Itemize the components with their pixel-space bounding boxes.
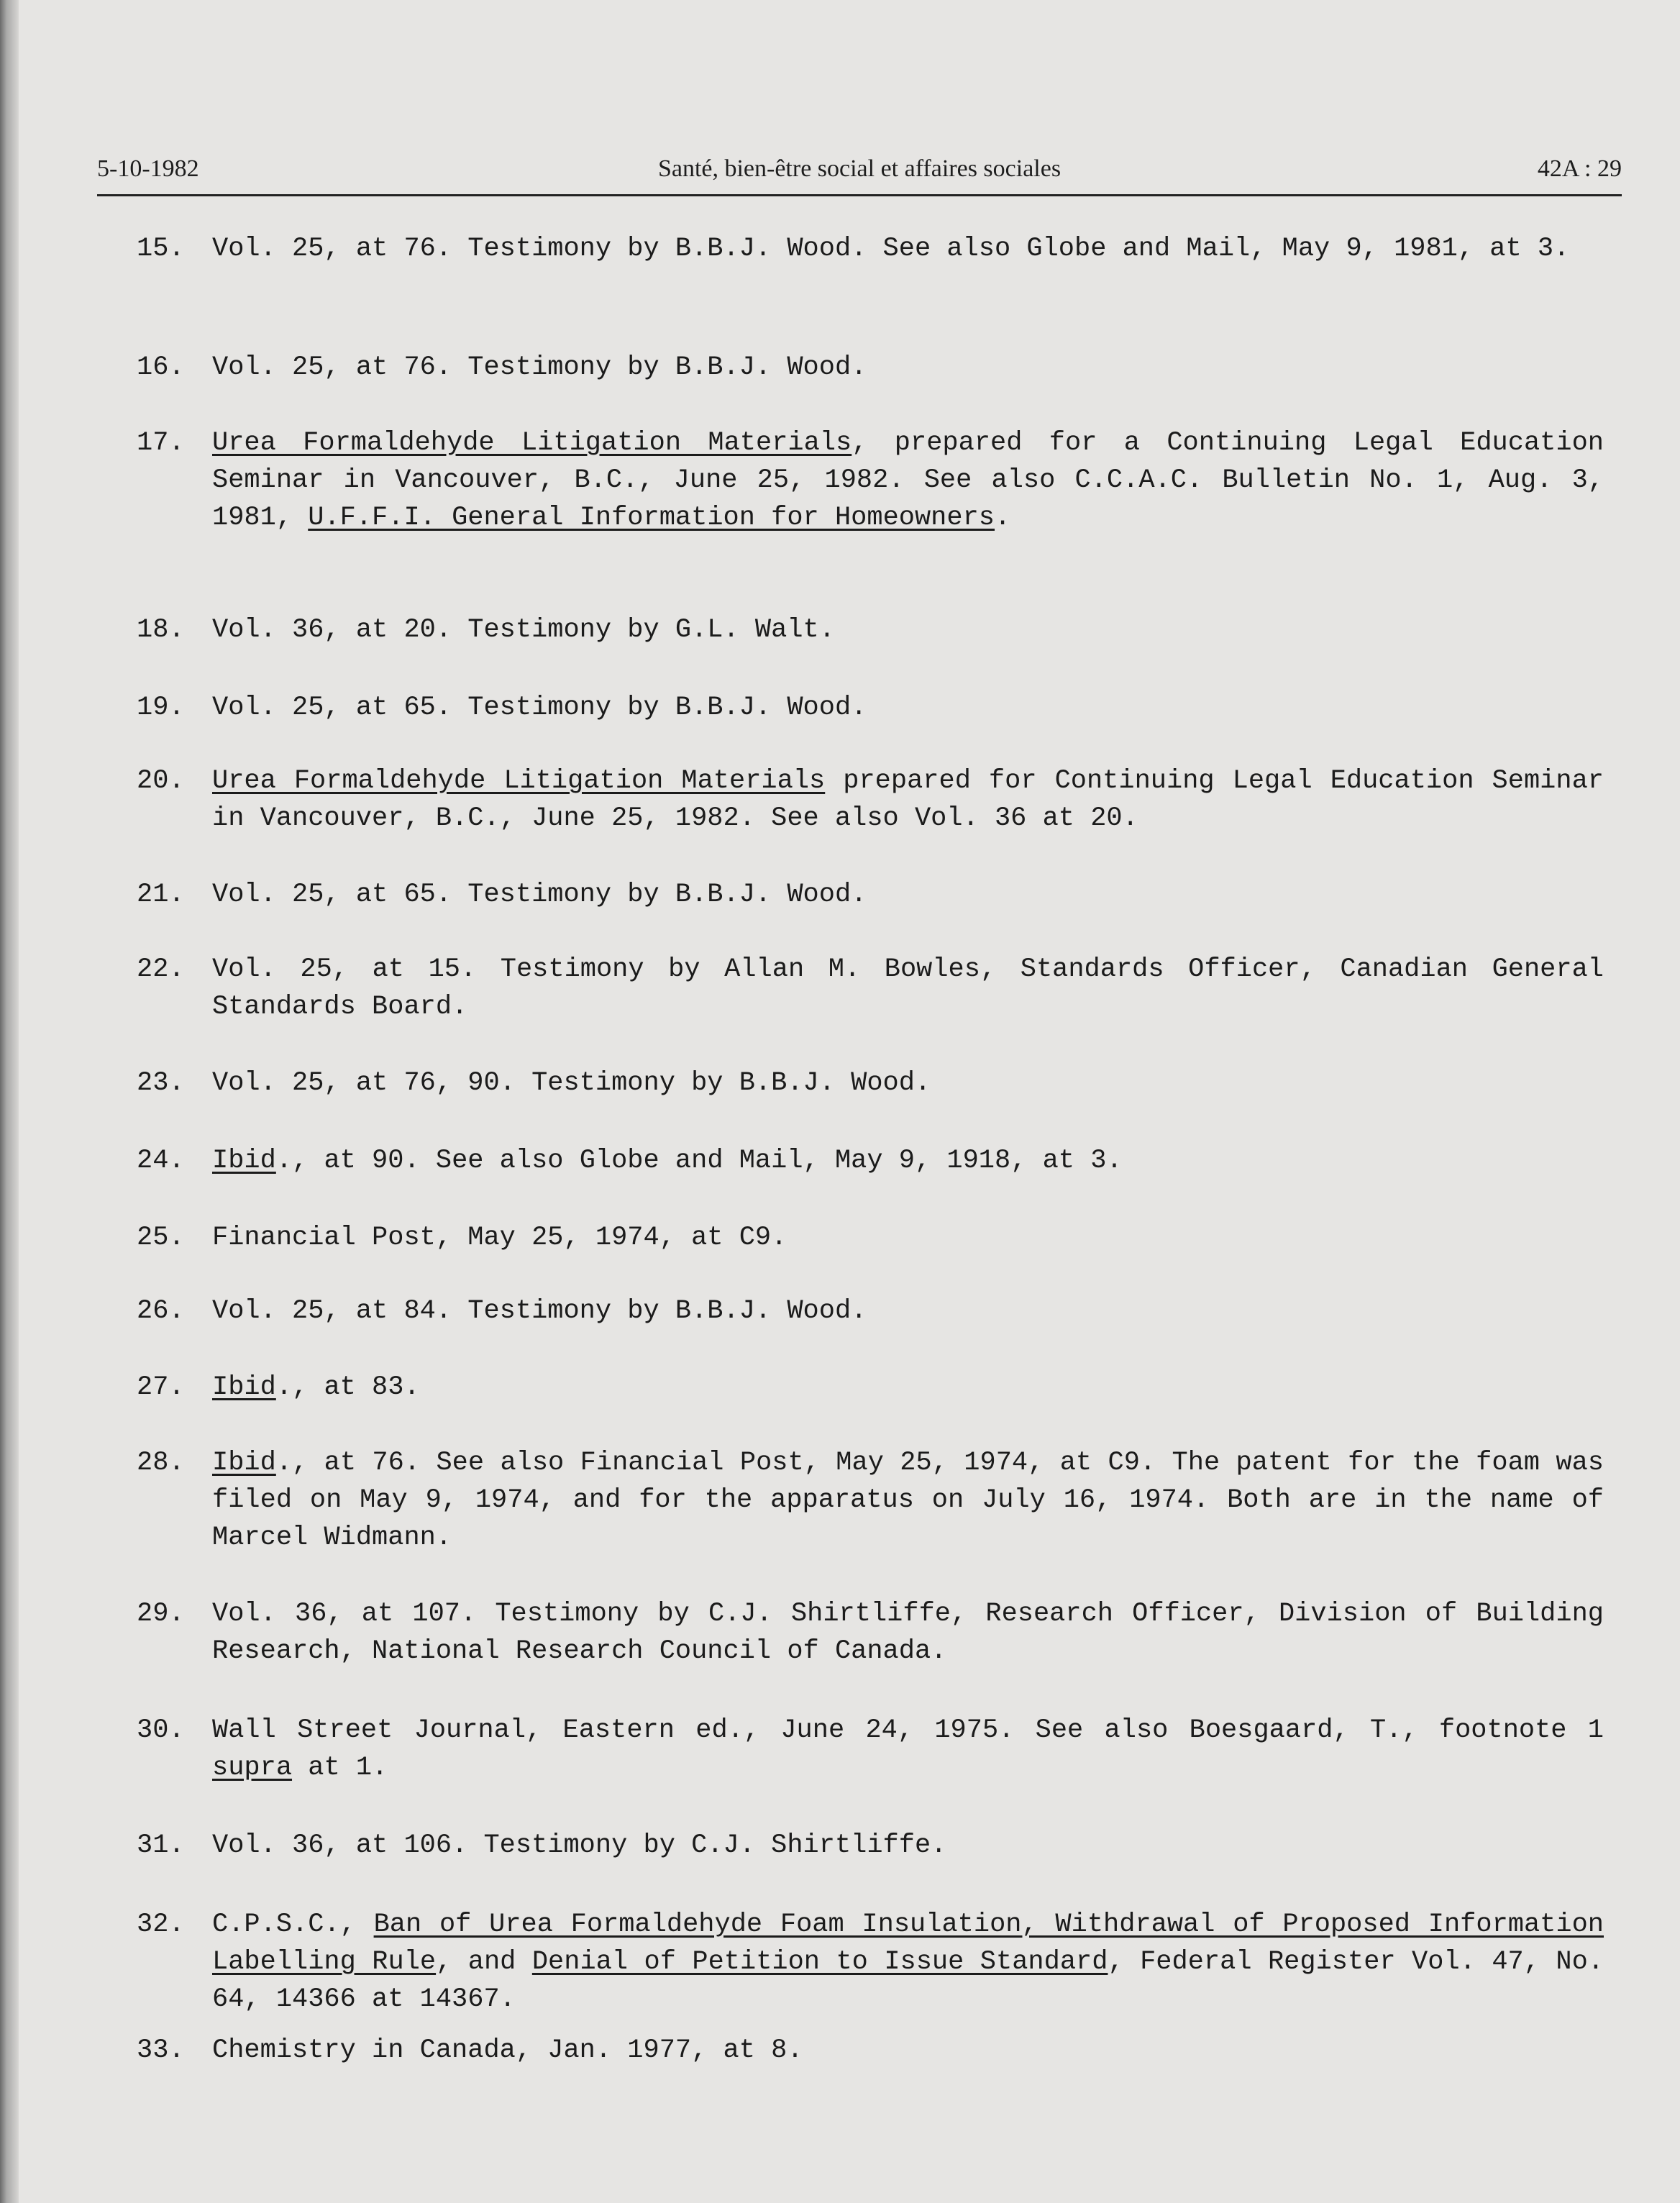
footnote-text: Urea Formaldehyde Litigation Materials, prepared for a Continuing Legal Education Seminar in Vancouver, B.C., June 25, 1982. See also C.C.A.C. Bulletin No. 1, Aug. 3, 1981, U.F.F.I. General Information for Homeowners. bbox=[212, 428, 1604, 533]
footnote-text: Financial Post, May 25, 1974, at C9. bbox=[212, 1223, 788, 1253]
footnote-31 bbox=[137, 1827, 1604, 1864]
footnote-text: C.P.S.C., Ban of Urea Formaldehyde Foam Insulation, Withdrawal of Proposed Information Labelling Rule, and Denial of Petition to Issue Standard, Federal Register Vol. 47, No. 64, 14366 at 14367. bbox=[212, 1910, 1604, 2015]
header-date: 5-10-1982 bbox=[97, 155, 199, 182]
footnote-number: 22. bbox=[137, 954, 185, 985]
header-page-number: 42A : 29 bbox=[1537, 155, 1622, 182]
publication-title: Urea Formaldehyde Litigation Materials bbox=[212, 766, 826, 796]
ibid-reference: Ibid bbox=[212, 1146, 276, 1176]
footnote-23 bbox=[137, 1064, 1604, 1102]
supra-reference: supra bbox=[212, 1753, 293, 1783]
footnote-text: Ibid., at 83. bbox=[212, 1372, 420, 1402]
footnote-text: Urea Formaldehyde Litigation Materials prepared for Continuing Legal Education Seminar in Vancouver, B.C., June 25, 1982. See also Vol. 36 at 20. bbox=[212, 766, 1604, 834]
footnote-number: 20. bbox=[137, 766, 185, 796]
footnote-26 bbox=[137, 1292, 1604, 1330]
footnote-number: 28. bbox=[137, 1448, 185, 1478]
footnote-text: Vol. 25, at 15. Testimony by Allan M. Bowles, Standards Officer, Canadian General Standards Board. bbox=[212, 954, 1604, 1022]
footnote-number: 25. bbox=[137, 1223, 185, 1253]
footnote-18 bbox=[137, 611, 1604, 649]
footnote-number: 21. bbox=[137, 880, 185, 910]
header-title: Santé, bien-être social et affaires sociales bbox=[657, 155, 1062, 182]
footnote-number: 31. bbox=[137, 1830, 185, 1861]
footnote-text: Ibid., at 90. See also Globe and Mail, May 9, 1918, at 3. bbox=[212, 1146, 1123, 1176]
footnote-28 bbox=[137, 1444, 1604, 1556]
footnote-32 bbox=[137, 1906, 1604, 2018]
footnote-16 bbox=[137, 349, 1604, 386]
footnote-text: Ibid., at 76. See also Financial Post, May 25, 1974, at C9. The patent for the foam was filed on May 9, 1974, and for the apparatus on July 16, 1974. Both are in the name of Marcel Widmann. bbox=[212, 1448, 1604, 1553]
footnote-29 bbox=[137, 1595, 1604, 1670]
footnote-number: 23. bbox=[137, 1068, 185, 1098]
footnote-25 bbox=[137, 1219, 1604, 1256]
footnote-number: 32. bbox=[137, 1910, 185, 1940]
footnote-text: Vol. 36, at 107. Testimony by C.J. Shirtliffe, Research Officer, Division of Building Research, National Research Council of Canada. bbox=[212, 1599, 1604, 1666]
footnote-27 bbox=[137, 1369, 1604, 1406]
footnote-text: Vol. 36, at 106. Testimony by C.J. Shirtliffe. bbox=[212, 1830, 947, 1861]
footnote-text: Vol. 25, at 65. Testimony by B.B.J. Wood. bbox=[212, 693, 867, 723]
footnote-number: 30. bbox=[137, 1715, 185, 1746]
footnote-text: Vol. 25, at 65. Testimony by B.B.J. Wood. bbox=[212, 880, 867, 910]
ibid-reference: Ibid bbox=[212, 1448, 276, 1478]
publication-title: Urea Formaldehyde Litigation Materials bbox=[212, 428, 852, 458]
page-header bbox=[97, 144, 1622, 187]
footnote-30 bbox=[137, 1712, 1604, 1787]
footnote-33 bbox=[137, 2032, 1604, 2069]
footnote-text: Vol. 36, at 20. Testimony by G.L. Walt. bbox=[212, 615, 835, 645]
publication-title: Ban of Urea Formaldehyde Foam Insulation, Withdrawal of Proposed Information Labelling Rule bbox=[212, 1910, 1604, 1977]
footnote-number: 19. bbox=[137, 693, 185, 723]
footnote-number: 26. bbox=[137, 1296, 185, 1326]
footnote-17 bbox=[137, 424, 1604, 537]
page-edge-shadow bbox=[0, 0, 19, 2203]
ibid-reference: Ibid bbox=[212, 1372, 276, 1402]
footnote-number: 33. bbox=[137, 2035, 185, 2066]
footnote-text: Vol. 25, at 76. Testimony by B.B.J. Wood. See also Globe and Mail, May 9, 1981, at 3. bbox=[212, 234, 1570, 264]
publication-title: Denial of Petition to Issue Standard bbox=[531, 1947, 1108, 1977]
footnote-20 bbox=[137, 762, 1604, 837]
footnote-15 bbox=[137, 230, 1604, 268]
footnote-21 bbox=[137, 876, 1604, 913]
footnote-19 bbox=[137, 689, 1604, 726]
footnote-text: Vol. 25, at 84. Testimony by B.B.J. Wood. bbox=[212, 1296, 867, 1326]
footnote-number: 18. bbox=[137, 615, 185, 645]
footnote-number: 16. bbox=[137, 352, 185, 383]
header-rule bbox=[97, 194, 1622, 196]
publication-title: U.F.F.I. General Information for Homeowners bbox=[308, 503, 995, 533]
footnote-number: 29. bbox=[137, 1599, 185, 1629]
footnote-text: Vol. 25, at 76. Testimony by B.B.J. Wood. bbox=[212, 352, 867, 383]
footnote-22 bbox=[137, 951, 1604, 1026]
footnote-number: 17. bbox=[137, 428, 185, 458]
footnote-24 bbox=[137, 1142, 1604, 1180]
footnote-number: 15. bbox=[137, 234, 185, 264]
footnote-number: 24. bbox=[137, 1146, 185, 1176]
footnote-text: Chemistry in Canada, Jan. 1977, at 8. bbox=[212, 2035, 803, 2066]
footnote-text: Wall Street Journal, Eastern ed., June 24, 1975. See also Boesgaard, T., footnote 1 supra at 1. bbox=[212, 1715, 1604, 1783]
footnote-text: Vol. 25, at 76, 90. Testimony by B.B.J. Wood. bbox=[212, 1068, 931, 1098]
footnote-number: 27. bbox=[137, 1372, 185, 1402]
